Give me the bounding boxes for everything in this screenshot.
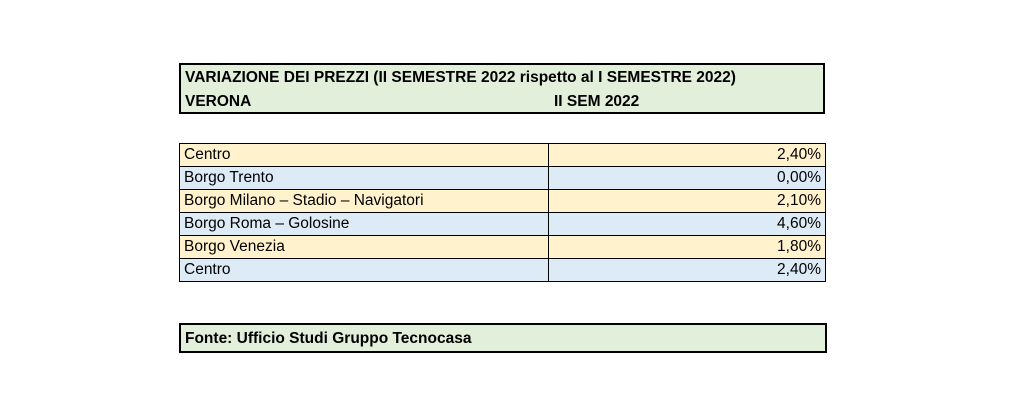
period-label: II SEM 2022 (554, 93, 640, 110)
table-row (180, 259, 826, 282)
value-cell: 4,60% (549, 213, 826, 236)
zone-cell: Borgo Milano – Stadio – Navigatori (180, 190, 549, 213)
city-label: VERONA (185, 93, 252, 110)
table-header-box (179, 63, 825, 114)
value-cell: 1,80% (549, 236, 826, 259)
zone-cell: Borgo Venezia (180, 236, 549, 259)
source-label: Fonte: Ufficio Studi Gruppo Tecnocasa (185, 330, 472, 347)
zone-cell: Borgo Roma – Golosine (180, 213, 549, 236)
table-row (180, 213, 826, 236)
table-row (180, 190, 826, 213)
zone-cell: Centro (180, 259, 549, 282)
price-variation-table (179, 143, 826, 282)
value-cell: 2,10% (549, 190, 826, 213)
value-cell: 0,00% (549, 167, 826, 190)
table-row (180, 236, 826, 259)
value-cell: 2,40% (549, 144, 826, 167)
table-title: VARIAZIONE DEI PREZZI (II SEMESTRE 2022 rispetto al I SEMESTRE 2022) (185, 69, 736, 86)
source-box (179, 323, 827, 353)
zone-cell: Centro (180, 144, 549, 167)
value-cell: 2,40% (549, 259, 826, 282)
table-row (180, 144, 826, 167)
zone-cell: Borgo Trento (180, 167, 549, 190)
table-row (180, 167, 826, 190)
